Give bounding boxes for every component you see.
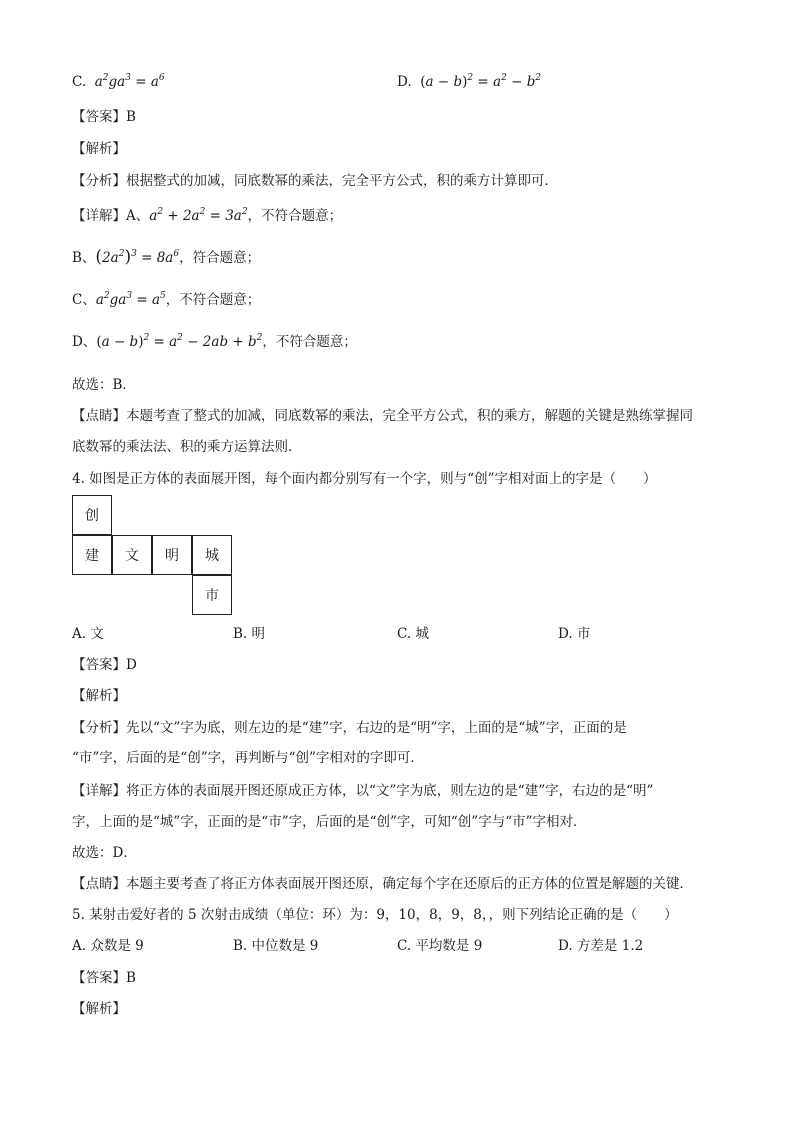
q3-c-prefix: C、 bbox=[72, 292, 96, 308]
q3-xiangjie-a-suffix: ，不符合题意； bbox=[247, 208, 343, 224]
q3-xiangjie-prefix: 【详解】A、 bbox=[72, 208, 150, 224]
q5-option-c-label: C. bbox=[397, 938, 412, 954]
q4-option-c bbox=[397, 624, 429, 644]
q3-formula-c: $a^2ga^3 = a^5$ bbox=[95, 291, 166, 308]
q4-option-d-label: D. bbox=[558, 626, 573, 642]
net-cell-row-3: 明 bbox=[152, 535, 192, 575]
net-cell-bottom: 市 bbox=[192, 575, 232, 615]
q3-answer: 【答案】B bbox=[72, 109, 136, 125]
q3-b-suffix: ，符合题意； bbox=[179, 250, 261, 266]
q4-answer: 【答案】D bbox=[72, 657, 137, 673]
q5-option-a-label: A. bbox=[72, 938, 87, 954]
q4-fenxi-line2: “市”字，后面的是“创”字，再判断与“创”字相对的字即可． bbox=[72, 750, 424, 766]
q5-option-d-label: D. bbox=[558, 938, 573, 954]
q3-formula-a: $a^2 + 2a^2 = 3a^2$ bbox=[149, 207, 248, 224]
q4-option-c-label: C. bbox=[397, 626, 412, 642]
q4-option-d bbox=[558, 624, 590, 644]
q4-option-b-text: 明 bbox=[251, 626, 266, 642]
q3-xiangjie-d bbox=[72, 332, 357, 352]
q3-dianjing-line1: 【点睛】本题考查了整式的加减，同底数幂的乘法，完全平方公式，积的乘方，解题的关键是熟练掌握同 bbox=[72, 408, 693, 424]
q5-option-a-text: 众数是 9 bbox=[90, 938, 144, 954]
q5-option-d bbox=[558, 936, 643, 956]
q4-fenxi-line1: 【分析】先以“文”字为底，则左边的是“建”字，右边的是“明”字，上面的是“城”字，正面的是 bbox=[72, 720, 627, 736]
q3-option-c bbox=[72, 72, 165, 92]
q4-xiangjie-line1: 【详解】将正方体的表面展开图还原成正方体，以“文”字为底，则左边的是“建”字，右边的是“明” bbox=[72, 783, 654, 799]
q4-option-c-text: 城 bbox=[415, 626, 429, 642]
q3-option-d bbox=[397, 72, 541, 92]
q3-option-d-formula: $(a - b)^2 = a^2 - b^2$ bbox=[420, 73, 542, 90]
q3-option-c-formula: $a^2ga^3 = a^6$ bbox=[94, 73, 165, 90]
q5-option-c-text: 平均数是 9 bbox=[415, 938, 483, 954]
q3-analysis-header: 【解析】 bbox=[72, 141, 126, 157]
q4-option-a-label: A. bbox=[72, 626, 87, 642]
q3-option-d-label: D. bbox=[397, 74, 412, 90]
q4-question: 4. 如图是正方体的表面展开图，每个面内都分别写有一个字，则与“创”字相对面上的字是（ ） bbox=[72, 471, 657, 487]
q5-option-d-text: 方差是 1.2 bbox=[576, 938, 644, 954]
q3-b-prefix: B、 bbox=[72, 250, 96, 266]
q3-xiangjie-b bbox=[72, 247, 260, 268]
q4-option-b-label: B. bbox=[233, 626, 248, 642]
q4-dianjing: 【点睛】本题主要考查了将正方体表面展开图还原，确定每个字在还原后的正方体的位置是解题的关键． bbox=[72, 876, 693, 892]
q4-option-b bbox=[233, 624, 265, 644]
net-cell-row-4: 城 bbox=[192, 535, 232, 575]
q3-xiangjie-a bbox=[72, 206, 342, 226]
q3-option-c-label: C. bbox=[72, 74, 87, 90]
q3-formula-d: $(a - b)^2 = a^2 - 2ab + b^2$ bbox=[96, 333, 263, 350]
q4-option-a-text: 文 bbox=[90, 626, 104, 642]
q5-option-c bbox=[397, 936, 482, 956]
cube-net-figure bbox=[72, 495, 234, 616]
net-cell-row-2: 文 bbox=[112, 535, 152, 575]
q4-option-d-text: 市 bbox=[576, 626, 591, 642]
q3-guxuan: 故选：B． bbox=[72, 377, 136, 393]
q3-formula-b: $(2a^2)^3 = 8a^6$ bbox=[95, 247, 180, 267]
q5-option-b-text: 中位数是 9 bbox=[251, 938, 319, 954]
net-cell-top: 创 bbox=[72, 495, 112, 535]
q5-option-b bbox=[233, 936, 318, 956]
q4-guxuan: 故选：D． bbox=[72, 845, 137, 861]
q5-question: 5. 某射击爱好者的 5 次射击成绩（单位：环）为：9，10，8，9，8，，则下列结论正确的是（ ） bbox=[72, 907, 678, 923]
q4-analysis-header: 【解析】 bbox=[72, 688, 126, 704]
q5-option-b-label: B. bbox=[233, 938, 248, 954]
q3-d-prefix: D、 bbox=[72, 334, 97, 350]
q5-analysis-header: 【解析】 bbox=[72, 1001, 126, 1017]
q3-xiangjie-c bbox=[72, 290, 260, 310]
q3-c-suffix: ，不符合题意； bbox=[165, 292, 261, 308]
q4-option-a bbox=[72, 624, 104, 644]
q5-answer: 【答案】B bbox=[72, 970, 136, 986]
q3-dianjing-line2: 底数幂的乘法法、积的乘方运算法则． bbox=[72, 439, 302, 455]
net-cell-row-1: 建 bbox=[72, 535, 112, 575]
q4-xiangjie-line2: 字，上面的是“城”字，正面的是“市”字，后面的是“创”字，可知“创”字与“市”字相对． bbox=[72, 814, 587, 830]
q5-option-a bbox=[72, 936, 144, 956]
q3-fenxi: 【分析】根据整式的加减，同底数幂的乘法，完全平方公式，积的乘方计算即可． bbox=[72, 173, 558, 189]
q3-d-suffix: ，不符合题意； bbox=[262, 334, 357, 350]
